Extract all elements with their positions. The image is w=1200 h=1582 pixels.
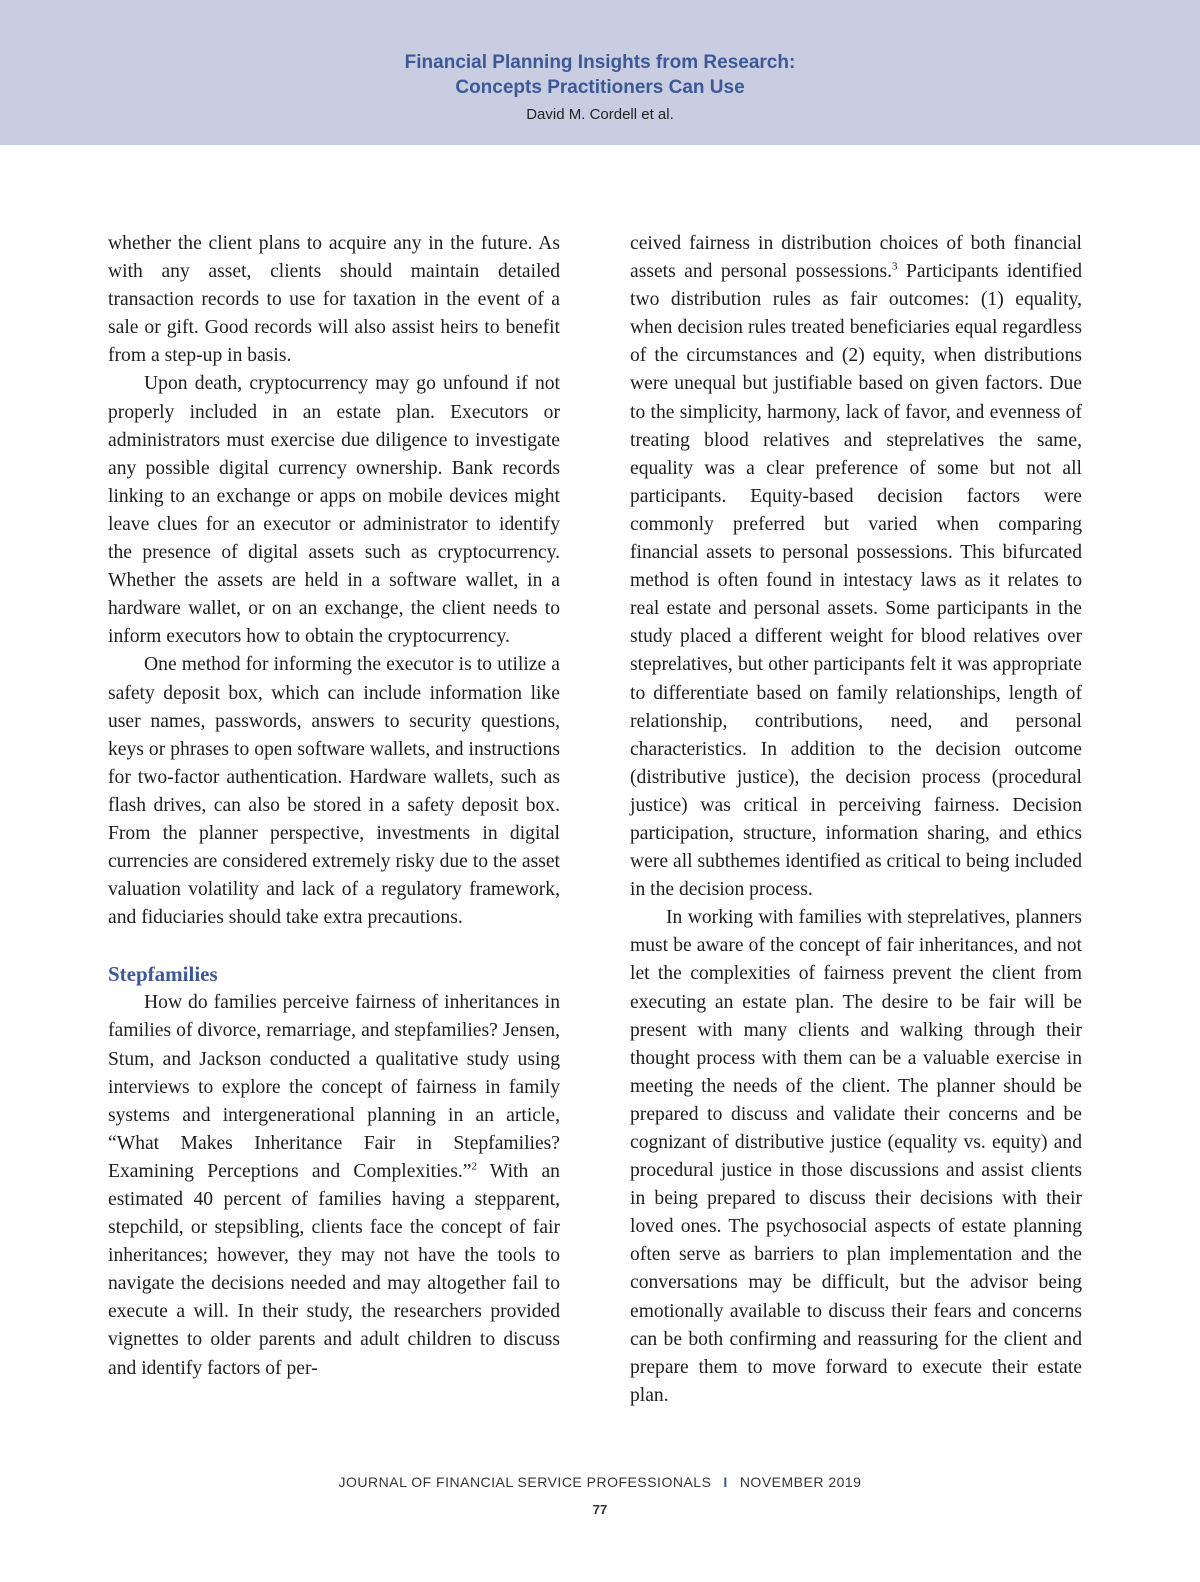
footnote-ref-3: 3: [892, 260, 898, 273]
footer-date: NOVEMBER 2019: [739, 1474, 862, 1490]
footer: [0, 1474, 1200, 1490]
left-paragraph-4-text-b: With an estimated 40 percent of families having a stepparent, stepchild, or stepsibling, clients face the concept of fair inheritances; however, they may not have the tools to navigate the decisions needed and may altogether fail to execute a will. In their study, the researchers provided vignettes to older parents and adult children to discuss and identify factors of per-: [108, 1160, 560, 1379]
right-paragraph-1-text-a: ceived fairness in distribution choices of both financial assets and personal possessions.: [630, 233, 1082, 283]
right-column: [630, 230, 1082, 1410]
left-paragraph-2: Upon death, cryptocurrency may go unfound if not properly included in an estate plan. Executors or administrators must exercise due diligence to investigate any possible digital currency ownership. Bank records linking to an exchange or apps on mobile devices might leave clues for an executor or administrator to identify the presence of digital assets such as cryptocurrency. Whether the assets are held in a software wallet, in a hardware wallet, or on an exchange, the client needs to inform executors how to obtain the cryptocurrency.: [108, 373, 560, 648]
section-heading-stepfamilies: Stepfamilies: [108, 962, 218, 987]
page-number: 77: [592, 1502, 608, 1517]
left-paragraph-4-text-a: How do families perceive fairness of inheritances in families of divorce, remarriage, and stepfamilies? Jensen, Stum, and Jackson conducted a qualitative study using interviews to explore the concept of fairness in family systems and intergenerational planning in an article, “What Makes Inheritance Fair in Stepfamilies? Examining Perceptions and Complexities.”: [108, 992, 560, 1182]
header-title-line-2: Concepts Practitioners Can Use: [455, 77, 745, 98]
header-author: David M. Cordell et al.: [526, 106, 674, 123]
footnote-ref-2: 2: [471, 1160, 477, 1173]
left-paragraph-3: One method for informing the executor is to utilize a safety deposit box, which can include information like user names, passwords, answers to security questions, keys or phrases to open software wallets, and instructions for two-factor authentication. Hardware wallets, such as flash drives, can also be stored in a safety deposit box. From the planner perspective, investments in digital currencies are considered extremely risky due to the asset valuation volatility and lack of a regulatory framework, and fiduciaries should take extra precautions.: [108, 654, 560, 929]
right-paragraph-1: [630, 230, 1082, 904]
header-title-line-1: Financial Planning Insights from Research:: [404, 52, 796, 73]
left-paragraph-4: [108, 989, 560, 1382]
left-paragraph-1: whether the client plans to acquire any in the future. As with any asset, clients should maintain detailed transaction records to use for taxation in the event of a sale or gift. Good records will also assist heirs to benefit from a step-up in basis.: [108, 233, 560, 367]
header-band: [0, 0, 1200, 145]
right-paragraph-1-text-b: Participants identified two distribution rules as fair outcomes: (1) equality, when decision rules treated beneficiaries equal regardless of the circumstances and (2) equity, when distributions were unequal but justifiable based on given factors. Due to the simplicity, harmony, lack of favor, and evenness of treating blood relatives and steprelatives the same, equality was a clear preference of some but not all participants. Equity-based decision factors were commonly preferred but varied when comparing financial assets to personal possessions. This bifurcated method is often found in intestacy laws as it relates to real estate and personal assets. Some participants in the study placed a different weight for blood relatives over steprelatives, but other participants felt it was appropriate to differentiate based on family relationships, length of relationship, contributions, need, and personal characteristics. In addition to the decision outcome (distributive justice), the decision process (procedural justice) was critical in perceiving fairness. Decision participation, structure, information sharing, and ethics were all subthemes identified as critical to being included in the decision process.: [630, 261, 1082, 901]
right-paragraph-2: In working with families with steprelatives, planners must be aware of the concept of fair inheritances, and not let the complexities of fairness prevent the client from executing an estate plan. The desire to be fair will be present with many clients and walking through their thought process with them can be a valuable exercise in meeting the needs of the client. The planner should be prepared to discuss and validate their concerns and be cognizant of distributive justice (equality vs. equity) and procedural justice in those discussions and assist clients in being prepared to discuss their decisions with their loved ones. The psychosocial aspects of estate planning often serve as barriers to plan implementation and the conversations may be difficult, but the advisor being emotionally available to discuss their fears and concerns can be both confirming and reassuring for the client and prepare them to move forward to execute their estate plan.: [630, 907, 1082, 1406]
left-column: [108, 230, 560, 1383]
footer-separator: I: [723, 1474, 728, 1490]
footer-journal: JOURNAL OF FINANCIAL SERVICE PROFESSIONALS: [338, 1474, 712, 1490]
